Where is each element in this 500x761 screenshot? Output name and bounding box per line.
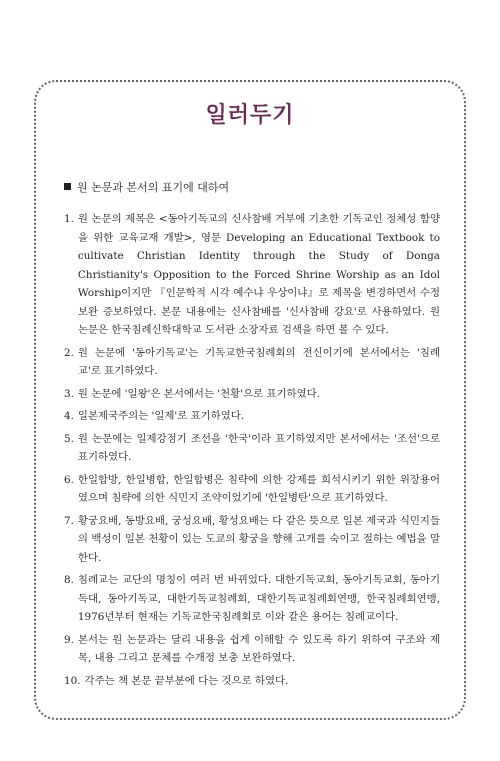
item-number: 9. [64, 633, 74, 646]
page-title: 일러두기 [205, 103, 295, 128]
item-text: 원 논문의 제목은 <동아기독교의 신사참배 거부에 기초한 기독교인 정체성 함양을 위한 교육교재 개발>, 영문 Developing an Educational Textbook to cultivate Christian Identity through the Study of Donga Christianity's Opposition to the Forced Shrine Worship as an Idol Worship이지만 『인문학적 시각 예수냐 우상이냐』로 제목을 변경하면서 수정 보완 증보하였다. 본문 내용에는 신사참배를 '신사참배 강요'로 사용하였다. 원 논문은 한국침례신학대학교 도서관 소장자료 검색을 하면 볼 수 있다. [77, 213, 440, 336]
notes-list [64, 210, 440, 694]
list-item [64, 344, 440, 381]
list-item [64, 210, 440, 340]
list-item [64, 430, 440, 467]
item-number: 7. [64, 514, 74, 527]
item-text: 침례교는 교단의 명칭이 여러 번 바뀌었다. 대한기독교회, 동아기독교회, 동아기독대, 동아기독교, 대한기독교침례회, 대한기독교침례회연맹, 한국침례회연맹, 1976년부터 현재는 기독교한국침례회로 이와 같은 용어는 침례교이다. [77, 574, 440, 623]
item-text: 본서는 원 논문과는 달리 내용을 쉽게 이해할 수 있도록 하기 위하여 구조와 제목, 내용 그리고 문체를 수개정 보충 보완하였다. [77, 633, 440, 664]
item-text: 일본제국주의는 '일제'로 표기하였다. [77, 410, 245, 422]
item-text: 원 논문에 '동아기독교'는 기독교한국침례회의 전신이기에 본서에서는 '침례교'로 표기하였다. [77, 346, 440, 377]
item-text: 한일합방, 한일병합, 한일합병은 침략에 의한 강제를 희석시키기 위한 위장용어였으며 침략에 의한 식민지 조약이었기에 '한일병탄'으로 표기하였다. [77, 473, 440, 504]
list-item [64, 407, 440, 426]
item-text: 황궁요배, 동방요배, 궁성요배, 황성요배는 다 같은 뜻으로 일본 제국과 식민지들의 백성이 일본 천황이 있는 도쿄의 황궁을 향해 고개를 숙이고 절하는 예법을 말한다. [77, 514, 440, 564]
item-number: 3. [64, 387, 74, 400]
item-number: 1. [64, 213, 74, 225]
item-number: 6. [64, 473, 74, 486]
section-heading-text: 원 논문과 본서의 표기에 대하여 [77, 181, 230, 194]
item-number: 4. [64, 410, 74, 422]
section-heading [64, 180, 444, 196]
list-item [64, 385, 440, 404]
item-number: 8. [64, 574, 74, 586]
item-text: 원 논문에 '일왕'은 본서에서는 '천황'으로 표기하였다. [77, 387, 320, 400]
square-bullet-icon [64, 183, 71, 190]
list-item [64, 512, 440, 568]
item-number: 2. [64, 346, 74, 359]
list-item [64, 571, 440, 627]
list-item [64, 471, 440, 508]
list-item [64, 672, 440, 691]
item-number: 10. [64, 674, 81, 687]
item-number: 5. [64, 432, 74, 445]
item-text: 각주는 책 본문 끝부분에 다는 것으로 하였다. [84, 674, 289, 687]
item-text: 원 논문에는 일제강점기 조선을 '한국'이라 표기하였지만 본서에서는 '조선'으로 표기하였다. [77, 432, 440, 463]
list-item [64, 631, 440, 668]
